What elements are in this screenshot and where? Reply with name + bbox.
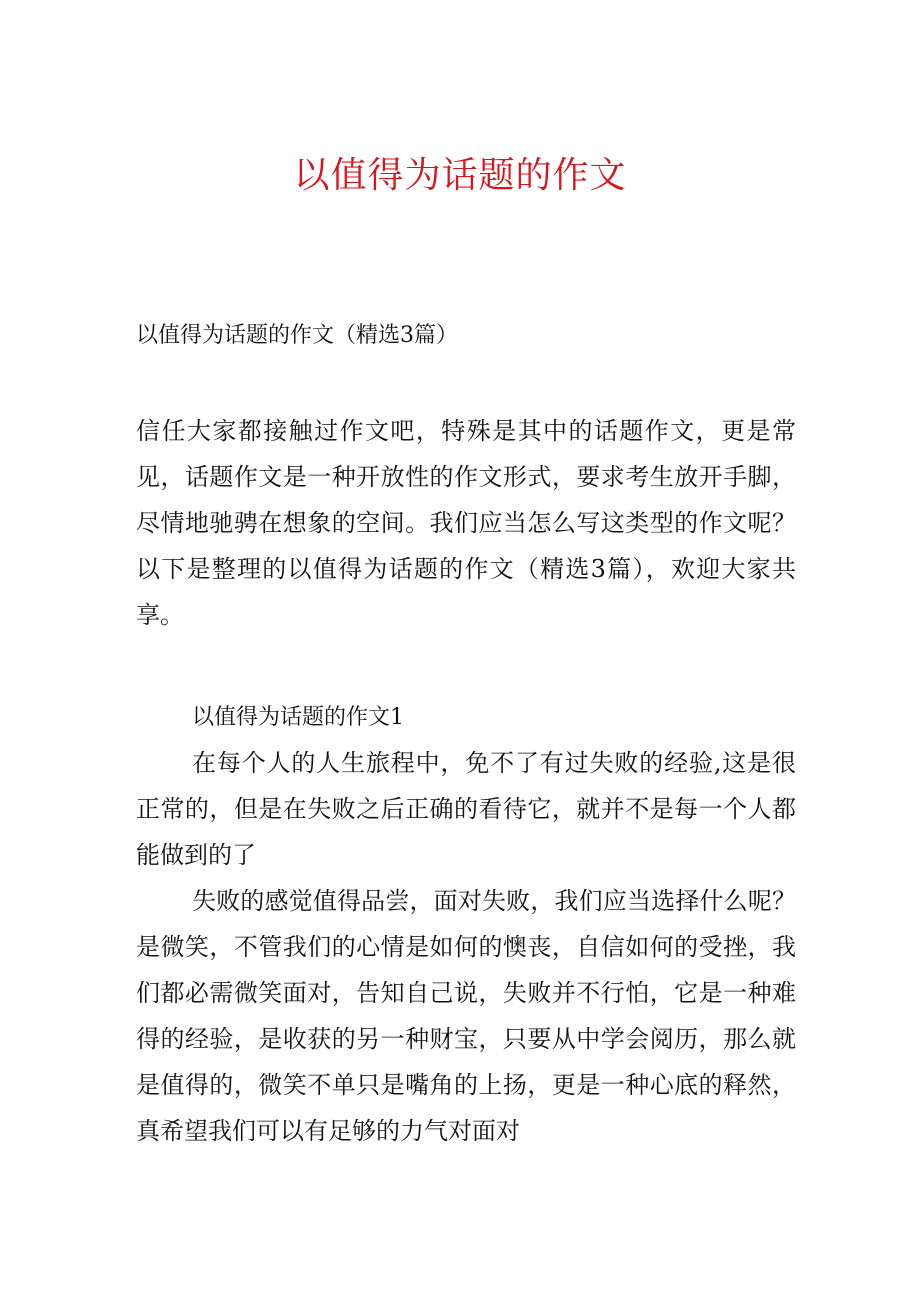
body-paragraph-2: 失败的感觉值得品尝，面对失败，我们应当选择什么呢？是微笑，不管我们的心情是如何的懊丧，自信如何的受挫，我们都必需微笑面对，告知自己说，失败并不行怕，它是一种难得的经验，是收获的另一种财宝，只要从中学会阅历，那么就是值得的，微笑不单只是嘴角的上扬，更是一种心底的释然，真希望我们可以有足够的力气对面对 (136, 887, 796, 1145)
document-title: 以值得为话题的作文 (293, 155, 627, 196)
section-body (136, 740, 796, 1154)
section-heading: 以值得为话题的作文1 (192, 705, 404, 730)
document-subtitle: 以值得为话题的作文（精选3篇） (136, 323, 458, 348)
body-paragraph-1: 在每个人的人生旅程中，免不了有过失败的经验,这是很正常的，但是在失败之后正确的看待它，就并不是每一个人都能做到的了 (136, 749, 796, 869)
intro-paragraph: 信任大家都接触过作文吧，特殊是其中的话题作文，更是常见，话题作文是一种开放性的作文形式，要求考生放开手脚，尽情地驰骋在想象的空间。我们应当怎么写这类型的作文呢？以下是整理的以值得为话题的作文（精选3篇），欢迎大家共享。 (136, 417, 796, 629)
